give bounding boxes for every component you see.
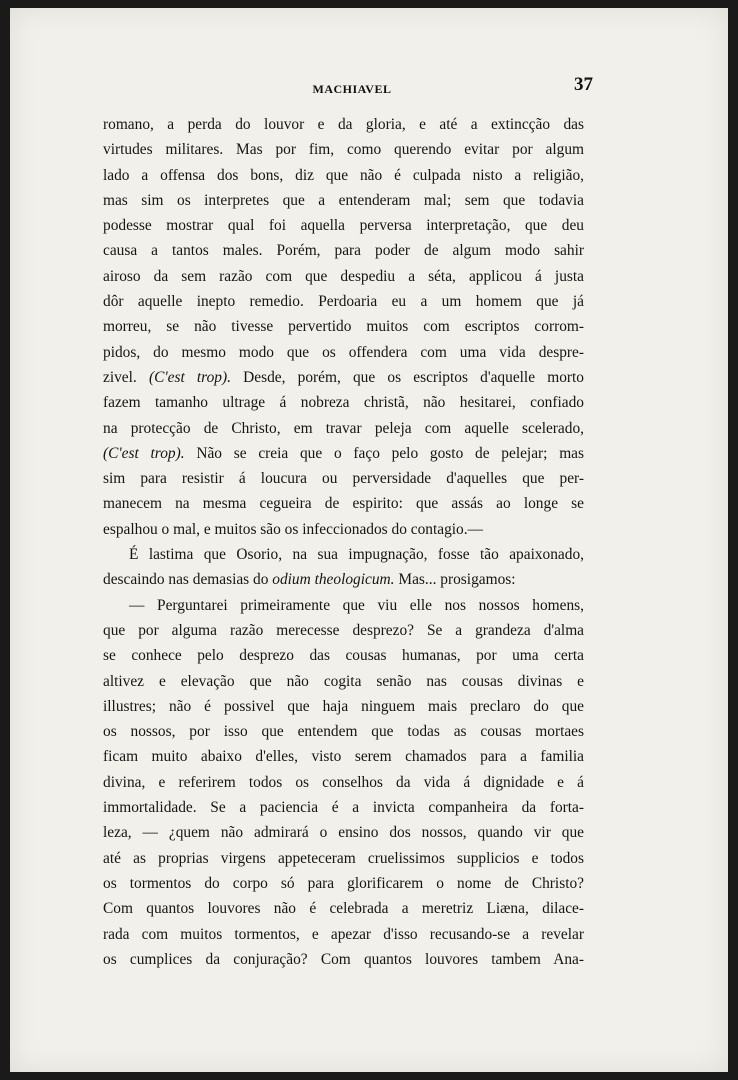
text-line [103, 365, 584, 390]
text-line [103, 441, 584, 466]
page-number: 37 [574, 74, 593, 95]
text-line: — Perguntarei primeiramente que viu elle nos nossos homens, [129, 596, 584, 614]
text-line: na protecção de Christo, em travar peleja com aquelle scelerado, [103, 419, 584, 437]
text-segment: Desde, porém, que os escriptos d'aquelle morto [243, 368, 584, 386]
text-segment: zivel. [103, 368, 137, 386]
text-segment: descaindo nas demasias do [103, 571, 269, 589]
text-line: ficam muito abaixo d'elles, visto serem chamados para a familia [103, 748, 584, 766]
text-line: É lastima que Osorio, na sua impugnação, fosse tão apaixonado, [129, 546, 584, 564]
text-segment: Não se creia que o faço pelo gosto de pelejar; mas [196, 444, 584, 462]
italic-phrase: odium theologicum. [272, 571, 395, 589]
text-line: romano, a perda do louvor e da gloria, e até a extincção das [103, 116, 584, 133]
book-page [10, 8, 728, 1072]
text-line: rada com muitos tormentos, e apezar d'isso recusando-se a revelar [103, 925, 584, 943]
text-line: illustres; não é possivel que haja ninguem mais preclaro do que [103, 697, 584, 715]
text-line: os nossos, por isso que entendem que todas as cousas mortaes [103, 723, 584, 741]
text-line [103, 567, 584, 592]
text-line: fazem tamanho ultrage á nobreza christã, não hesitarei, confiado [103, 394, 584, 412]
text-line: virtudes militares. Mas por fim, como querendo evitar por algum [103, 141, 584, 159]
text-line: espalhou o mal, e muitos são os infeccionados do contagio.— [103, 520, 483, 538]
text-line: causa a tantos males. Porém, para poder de algum modo sahir [103, 242, 584, 260]
text-line: dôr aquelle inepto remedio. Perdoaria eu a um homem que já [103, 293, 584, 311]
text-line: lado a offensa dos bons, diz que não é culpada nisto a religião, [103, 166, 584, 184]
text-line: pidos, do mesmo modo que os offendera com uma vida despre- [103, 343, 584, 361]
running-head: MACHIAVEL [312, 82, 392, 96]
text-line: airoso da sem razão com que despediu a séta, applicou á justa [103, 267, 584, 285]
text-segment: Mas... prosigamos: [398, 571, 516, 589]
text-line: morreu, se não tivesse pervertido muitos com escriptos corrom- [103, 318, 584, 336]
text-line: immortalidade. Se a paciencia é a invicta companheira da forta- [103, 799, 584, 817]
text-line: podesse mostrar qual foi aquella perversa interpretação, que deu [103, 217, 584, 235]
text-line: Com quantos louvores não é celebrada a meretriz Liæna, dilace- [103, 900, 584, 918]
text-line: se conhece pelo desprezo das cousas humanas, por uma certa [103, 647, 584, 665]
text-line: os tormentos do corpo só para glorificarem o nome de Christo? [103, 874, 584, 892]
text-line: leza, — ¿quem não admirará o ensino dos nossos, quando vir que [103, 824, 584, 842]
text-line: os cumplices da conjuração? Com quantos louvores tambem Ana- [103, 950, 584, 968]
text-line: manecem na mesma cegueira de espirito: que assás ao longe se [103, 495, 584, 513]
text-line: que por alguma razão merecesse desprezo? Se a grandeza d'alma [103, 621, 584, 639]
text-line: altivez e elevação que não cogita senão nas cousas divinas e [103, 672, 584, 690]
italic-phrase: (C'est trop). [103, 444, 185, 462]
italic-phrase: (C'est trop). [148, 368, 231, 386]
text-line: divina, e referirem todos os conselhos da vida á dignidade e á [103, 773, 584, 791]
page-header [111, 72, 593, 100]
body-text [103, 112, 584, 972]
text-line: mas sim os interpretes que a entenderam mal; sem que todavia [103, 191, 584, 209]
text-line: sim para resistir á loucura ou perversidade d'aquelles que per- [103, 470, 584, 488]
text-line: até as proprias virgens appeteceram cruelissimos supplicios e todos [103, 849, 584, 867]
